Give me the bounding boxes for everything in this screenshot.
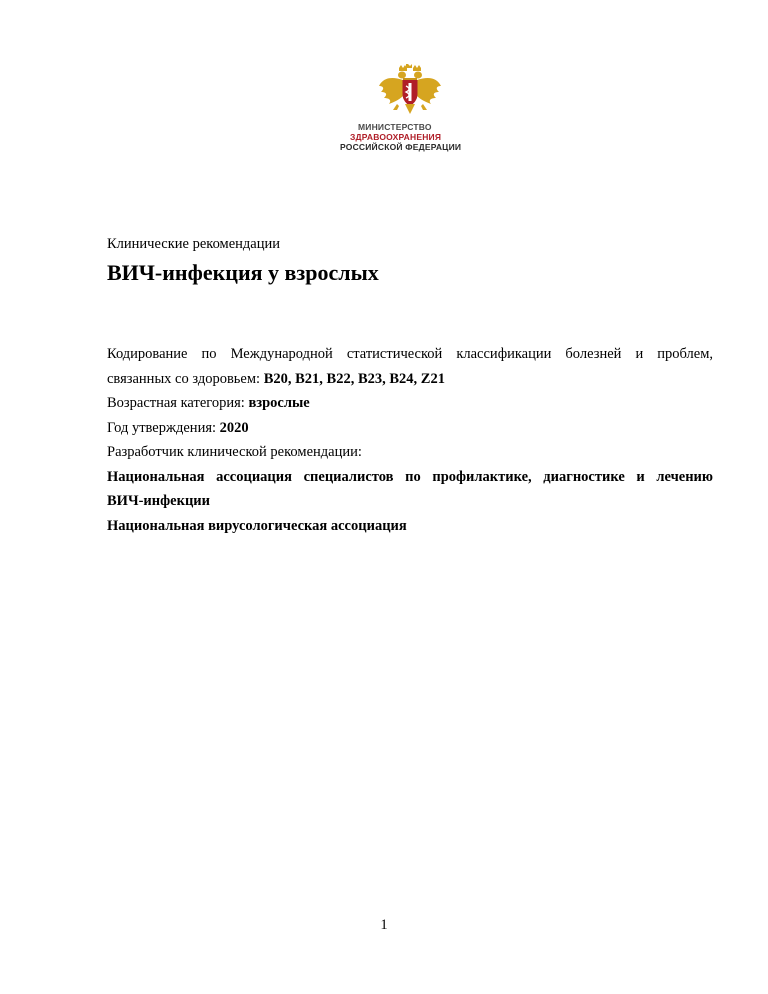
developer-org1-line1: Национальная ассоциация специалистов по профилактике, диагностике и лечению [107,468,713,485]
document-title: ВИЧ-инфекция у взрослых [107,260,379,285]
developer-label: Разработчик клинической рекомендации: [107,444,362,460]
developer-org2 [107,514,713,539]
ministry-name-line2: ЗДРАВООХРАНЕНИЯ [350,132,442,142]
coding-value: B20, B21, B22, B23, B24, Z21 [263,370,445,387]
age-label: Возрастная категория: [107,395,249,411]
coding-label-line1: Кодирование по Международной статистической классификации болезней и проблем, [107,346,713,362]
ministry-logo [340,64,486,156]
age-value: взрослые [248,395,310,411]
ministry-name-line3: РОССИЙСКОЙ ФЕДЕРАЦИИ [340,142,462,152]
age-paragraph [107,391,713,416]
ministry-name [340,122,486,152]
year-value: 2020 [219,419,249,436]
year-label: Год утверждения: [107,419,220,436]
developer-org2-name: Национальная вирусологическая ассоциация [107,517,407,534]
year-paragraph [107,416,713,441]
coding-paragraph [107,342,713,391]
page-number: 1 [380,917,388,933]
document-kind: Клинические рекомендации [107,236,281,252]
developer-org1 [107,465,713,514]
double-headed-eagle-emblem-icon [377,64,443,120]
ministry-name-line1: МИНИСТЕРСТВО [358,122,432,132]
developer-org1-line2: ВИЧ-инфекции [107,493,211,509]
document-metadata [107,342,713,538]
coding-label-line2: связанных со здоровьем: [107,370,264,387]
